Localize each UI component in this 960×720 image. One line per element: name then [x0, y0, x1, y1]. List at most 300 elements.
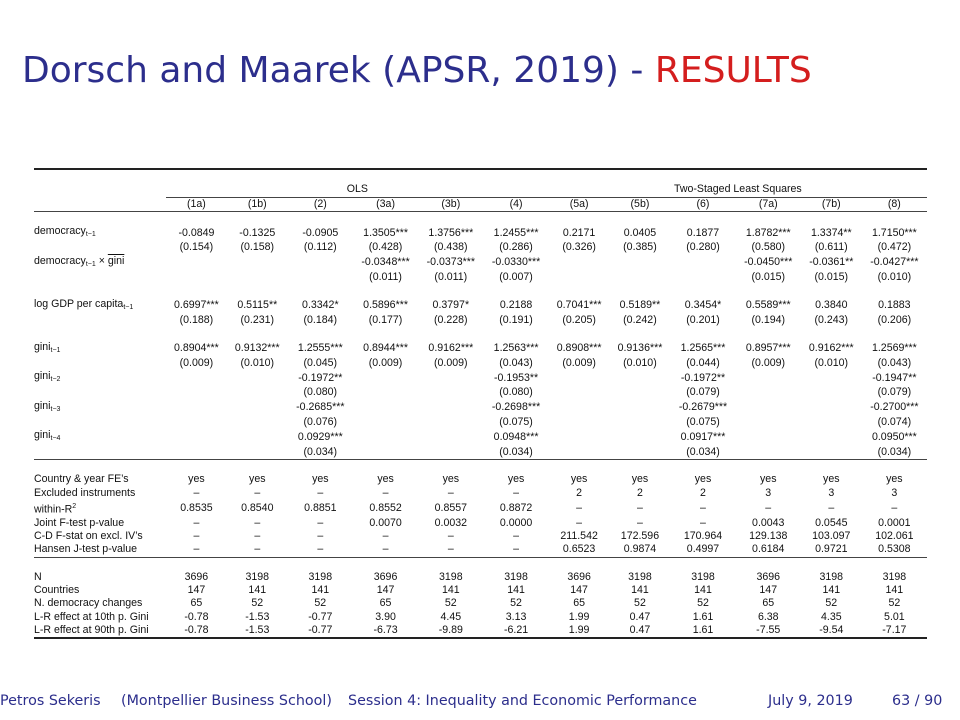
std-error-cell: (0.326) — [562, 241, 596, 254]
value-cell: 1.61 — [692, 610, 714, 623]
value-cell: -6.73 — [373, 624, 398, 637]
coefficient-cell: 0.6997*** — [174, 299, 219, 312]
std-error-cell — [166, 446, 227, 460]
std-error-cell: (0.010) — [240, 356, 275, 369]
row-label: log GDP per capita$_{t-1}$ — [34, 297, 134, 311]
count-row — [34, 611, 927, 624]
statistic-row — [34, 543, 927, 557]
column-header: (5a) — [549, 197, 610, 211]
std-error-cell: (0.007) — [499, 271, 533, 284]
value-cell: – — [447, 529, 454, 542]
value-cell: 0.5308 — [878, 543, 911, 556]
row-label: Joint F-test p-value — [34, 516, 125, 529]
std-error-cell: (0.011) — [434, 271, 468, 284]
column-header: (7a) — [736, 197, 801, 211]
count-row — [34, 597, 927, 610]
value-cell: 3696 — [567, 570, 591, 583]
value-cell: 52 — [251, 597, 264, 610]
value-cell: 1.99 — [568, 610, 590, 623]
std-error-cell: (0.034) — [877, 445, 912, 458]
coefficient-cell — [610, 400, 671, 416]
row-label: democracy$_{t-1}$ × gini — [34, 254, 125, 268]
table-rule — [34, 284, 927, 297]
footer-page-number: 63 / 90 — [892, 693, 943, 709]
value-cell: yes — [442, 473, 460, 486]
column-header-row — [34, 197, 927, 211]
value-cell: 3198 — [504, 570, 528, 583]
std-error-cell: (0.188) — [179, 313, 214, 326]
row-label: Country & year FE’s — [34, 473, 129, 486]
value-cell: -9.54 — [819, 624, 844, 637]
row-label: N — [34, 570, 42, 583]
value-cell: 141 — [311, 584, 330, 597]
value-cell: – — [447, 543, 454, 556]
std-error-row — [34, 271, 927, 284]
coefficient-cell: 0.8904*** — [174, 342, 219, 355]
slide-title-highlight: RESULTS — [654, 50, 812, 91]
value-cell: 3.13 — [505, 610, 527, 623]
std-error-cell: (0.191) — [499, 313, 533, 326]
value-cell: – — [254, 529, 261, 542]
std-error-row — [34, 416, 927, 429]
table-rule — [34, 169, 927, 183]
coefficient-cell: 1.3374** — [810, 226, 852, 239]
coefficient-cell: 1.2565*** — [680, 342, 726, 355]
slide-title — [22, 50, 812, 91]
value-cell: 3 — [828, 486, 835, 499]
std-error-cell: (0.194) — [751, 313, 786, 326]
value-cell: – — [447, 486, 454, 499]
row-label: Excluded instruments — [34, 486, 136, 499]
value-cell: 0.0043 — [752, 516, 785, 529]
row-label: C-D F-stat on excl. IV’s — [34, 529, 143, 542]
value-cell: 0.0032 — [434, 516, 468, 529]
value-cell: 52 — [825, 597, 838, 610]
std-error-cell — [288, 271, 353, 284]
value-cell: – — [254, 486, 261, 499]
coefficient-cell — [801, 400, 862, 416]
value-cell: 1.61 — [692, 624, 714, 637]
std-error-cell — [227, 271, 288, 284]
value-cell: 0.8552 — [369, 501, 402, 514]
value-cell: yes — [760, 473, 777, 486]
value-cell: 211.542 — [560, 529, 598, 542]
std-error-cell: (0.154) — [179, 241, 214, 254]
coefficient-cell: 0.3454* — [684, 299, 722, 312]
value-cell: 6.38 — [757, 610, 779, 623]
coefficient-cell — [418, 370, 483, 386]
coefficient-cell — [288, 255, 353, 271]
coefficient-cell: -0.1972** — [680, 371, 726, 384]
coefficient-cell — [227, 255, 288, 271]
value-cell: 0.0070 — [369, 516, 402, 529]
std-error-cell: (0.080) — [303, 386, 338, 399]
std-error-cell: (0.286) — [499, 241, 533, 254]
value-cell: 3 — [765, 486, 772, 499]
std-error-cell — [166, 386, 227, 399]
coefficient-cell: 1.2563*** — [493, 342, 539, 355]
coefficient-cell: -0.2698*** — [491, 401, 541, 414]
std-error-cell: (0.243) — [814, 313, 849, 326]
value-cell: – — [382, 529, 389, 542]
row-label: gini$_{t-4}$ — [34, 429, 61, 443]
std-error-cell: (0.034) — [303, 445, 338, 458]
std-error-row — [34, 357, 927, 370]
coefficient-cell: 0.2171 — [562, 226, 596, 239]
value-cell: – — [637, 501, 643, 514]
table-rule — [34, 211, 927, 225]
value-cell: – — [254, 543, 261, 556]
std-error-cell — [227, 416, 288, 429]
group-label-tsls: Two-Staged Least Squares — [549, 183, 927, 197]
coefficient-cell — [353, 429, 418, 445]
coefficient-cell: 0.1883 — [878, 299, 911, 312]
value-cell: 65 — [573, 597, 585, 610]
value-cell: – — [700, 516, 706, 529]
value-cell: 0.9874 — [623, 543, 657, 556]
value-cell: 52 — [888, 597, 901, 610]
coefficient-cell: -0.2700*** — [870, 401, 919, 414]
coefficient-row — [34, 400, 927, 416]
statistic-row — [34, 500, 927, 517]
std-error-cell — [418, 446, 483, 460]
coefficient-cell: -0.1947** — [872, 371, 917, 384]
regression-table-container — [34, 168, 927, 653]
value-cell: – — [765, 501, 772, 514]
std-error-cell — [736, 386, 801, 399]
value-cell: 3.90 — [375, 610, 396, 623]
value-cell: – — [193, 516, 200, 529]
std-error-cell — [801, 446, 862, 460]
coefficient-cell — [227, 370, 288, 386]
value-cell: 65 — [762, 597, 775, 610]
coefficient-cell: -0.0905 — [302, 226, 339, 239]
row-label: Hansen J-test p-value — [34, 543, 138, 556]
value-cell: -0.77 — [308, 624, 333, 637]
value-cell: 3198 — [628, 570, 652, 583]
coefficient-row — [34, 370, 927, 386]
coefficient-cell: 0.5896*** — [363, 299, 408, 312]
coefficient-cell: -0.2679*** — [678, 401, 728, 414]
coefficient-cell — [549, 255, 610, 271]
value-cell: – — [637, 516, 643, 529]
std-error-cell — [736, 446, 801, 460]
value-cell: – — [576, 516, 583, 529]
value-cell: yes — [694, 473, 712, 486]
coefficient-cell — [418, 429, 483, 445]
std-error-cell: (0.075) — [686, 416, 720, 429]
std-error-cell — [610, 416, 671, 429]
row-label: gini$_{t-3}$ — [34, 399, 61, 413]
coefficient-cell — [549, 400, 610, 416]
coefficient-cell — [736, 370, 801, 386]
coefficient-cell — [166, 370, 227, 386]
column-header: (4) — [483, 197, 548, 211]
std-error-cell — [227, 386, 288, 399]
value-cell: 141 — [631, 584, 649, 597]
table-rule — [34, 638, 927, 652]
std-error-cell: (0.009) — [562, 356, 596, 369]
value-cell: 141 — [248, 584, 267, 597]
value-cell: 0.8535 — [180, 501, 213, 514]
value-cell: 52 — [510, 597, 522, 610]
std-error-cell — [549, 386, 610, 399]
std-error-cell — [353, 416, 418, 429]
std-error-cell — [610, 386, 671, 399]
std-error-cell — [166, 416, 227, 429]
std-error-cell: (0.044) — [686, 356, 720, 369]
value-cell: -0.77 — [308, 610, 333, 623]
value-cell: 4.45 — [440, 610, 462, 623]
std-error-cell: (0.009) — [179, 356, 214, 369]
value-cell: – — [513, 529, 520, 542]
coefficient-cell — [736, 429, 801, 445]
row-label: gini$_{t-2}$ — [34, 370, 61, 384]
value-cell: 0.4997 — [686, 543, 720, 556]
value-cell: – — [317, 543, 324, 556]
value-cell: – — [193, 543, 200, 556]
coefficient-cell: 0.5589*** — [745, 299, 791, 312]
coefficient-cell: 0.2188 — [499, 299, 533, 312]
coefficient-cell: -0.0427*** — [870, 256, 919, 269]
table-rule — [34, 459, 927, 473]
coefficient-cell: 1.8782*** — [745, 226, 791, 239]
value-cell: yes — [507, 473, 525, 486]
std-error-cell — [549, 416, 610, 429]
value-cell: yes — [377, 473, 394, 486]
std-error-cell: (0.009) — [434, 356, 468, 369]
coefficient-cell: 0.9132*** — [234, 342, 280, 355]
coefficient-cell: 0.9162*** — [428, 342, 474, 355]
value-cell: yes — [570, 473, 588, 486]
coefficient-cell: 0.9136*** — [617, 342, 663, 355]
coefficient-cell — [227, 400, 288, 416]
column-header: (3b) — [418, 197, 483, 211]
coefficient-cell: -0.1953** — [493, 371, 539, 384]
value-cell: 3198 — [308, 570, 333, 583]
statistic-row — [34, 473, 927, 486]
std-error-cell — [418, 386, 483, 399]
coefficient-cell: 0.5189** — [619, 299, 661, 312]
value-cell: – — [513, 486, 520, 499]
std-error-cell: (0.010) — [877, 271, 912, 284]
value-cell: 147 — [376, 584, 395, 597]
value-cell: 0.9721 — [815, 543, 848, 556]
value-cell: 3696 — [184, 570, 209, 583]
column-header: (3a) — [353, 197, 418, 211]
row-label: N. democracy changes — [34, 597, 143, 610]
coefficient-cell — [549, 429, 610, 445]
coefficient-cell: 1.2555*** — [297, 342, 343, 355]
value-cell: 103.097 — [812, 529, 851, 542]
slide-footer — [0, 693, 960, 715]
value-cell: -1.53 — [245, 610, 270, 623]
std-error-cell: (0.080) — [499, 386, 533, 399]
value-cell: -7.55 — [756, 624, 781, 637]
value-cell: yes — [249, 473, 266, 486]
statistic-row — [34, 517, 927, 530]
std-error-row — [34, 446, 927, 460]
coefficient-cell — [736, 400, 801, 416]
value-cell: 1.99 — [568, 624, 590, 637]
footer-session: Session 4: Inequality and Economic Performance — [348, 693, 697, 709]
coefficient-cell: 0.0950*** — [871, 430, 917, 443]
row-label: L-R effect at 10th p. Gini — [34, 610, 149, 623]
footer-author: Petros Sekeris — [0, 693, 101, 709]
value-cell: – — [576, 501, 583, 514]
value-cell: 0.6184 — [752, 543, 785, 556]
coefficient-cell: 0.8944*** — [363, 342, 408, 355]
std-error-row — [34, 386, 927, 399]
std-error-cell: (0.034) — [686, 445, 720, 458]
table-rule — [34, 557, 927, 571]
value-cell: 0.6523 — [562, 543, 596, 556]
value-cell: 147 — [187, 584, 206, 597]
value-cell: – — [317, 486, 324, 499]
value-cell: – — [513, 543, 520, 556]
row-label: L-R effect at 90th p. Gini — [34, 624, 149, 637]
coefficient-cell: 0.0948*** — [493, 430, 539, 443]
coefficient-row — [34, 255, 927, 271]
value-cell: -6.21 — [503, 624, 529, 637]
value-cell: – — [891, 501, 898, 514]
footer-institution: (Montpellier Business School) — [121, 693, 332, 709]
value-cell: 52 — [314, 597, 327, 610]
std-error-cell — [801, 386, 862, 399]
std-error-cell — [549, 446, 610, 460]
regression-table — [34, 168, 927, 653]
std-error-cell: (0.385) — [623, 241, 657, 254]
std-error-cell: (0.611) — [814, 241, 848, 254]
value-cell: 2 — [576, 486, 583, 499]
row-label: Countries — [34, 584, 80, 597]
std-error-cell: (0.011) — [369, 271, 402, 284]
coefficient-cell — [610, 255, 671, 271]
value-cell: 141 — [694, 584, 712, 597]
value-cell: 3198 — [691, 570, 715, 583]
std-error-cell: (0.280) — [686, 241, 720, 254]
value-cell: yes — [188, 473, 205, 486]
std-error-cell: (0.010) — [814, 356, 849, 369]
coefficient-cell: 1.3756*** — [428, 226, 474, 239]
coefficient-cell — [801, 370, 862, 386]
coefficient-cell: 1.2569*** — [871, 342, 917, 355]
coefficient-cell: -0.0373*** — [426, 256, 475, 269]
value-cell: 0.8872 — [499, 501, 533, 514]
std-error-cell — [670, 271, 735, 284]
std-error-cell: (0.184) — [303, 313, 338, 326]
std-error-cell: (0.177) — [368, 313, 403, 326]
std-error-cell: (0.228) — [434, 313, 468, 326]
std-error-cell: (0.034) — [499, 445, 533, 458]
std-error-cell: (0.206) — [877, 313, 912, 326]
coefficient-cell: 0.0917*** — [680, 430, 726, 443]
std-error-cell — [801, 416, 862, 429]
coefficient-cell — [353, 400, 418, 416]
slide-title-main: Dorsch and Maarek (APSR, 2019) - — [22, 50, 655, 91]
value-cell: yes — [312, 473, 329, 486]
coefficient-cell — [166, 255, 227, 271]
std-error-cell — [227, 446, 288, 460]
std-error-cell: (0.201) — [686, 313, 720, 326]
value-cell: -7.17 — [882, 624, 907, 637]
row-label: gini$_{t-1}$ — [34, 340, 61, 354]
coefficient-cell — [549, 370, 610, 386]
value-cell: – — [828, 501, 835, 514]
value-cell: – — [193, 486, 200, 499]
std-error-cell: (0.009) — [751, 356, 786, 369]
coefficient-row — [34, 341, 927, 357]
std-error-cell: (0.010) — [623, 356, 657, 369]
value-cell: -0.78 — [184, 624, 209, 637]
value-cell: 141 — [507, 584, 525, 597]
coefficient-cell: -0.0348*** — [361, 256, 410, 269]
value-cell: 3198 — [245, 570, 270, 583]
value-cell: 141 — [822, 584, 841, 597]
coefficient-cell: -0.0330*** — [491, 256, 541, 269]
value-cell: 52 — [444, 597, 457, 610]
value-cell: yes — [631, 473, 649, 486]
value-cell: 0.0001 — [878, 516, 911, 529]
table-rule — [34, 327, 927, 340]
value-cell: 0.8851 — [304, 501, 337, 514]
std-error-cell: (0.043) — [499, 356, 533, 369]
coefficient-cell: -0.2685*** — [296, 401, 345, 414]
value-cell: 3696 — [756, 570, 781, 583]
value-cell: 170.964 — [683, 529, 723, 542]
group-label-ols: OLS — [166, 183, 549, 197]
coefficient-cell — [670, 255, 735, 271]
std-error-cell: (0.079) — [877, 386, 912, 399]
std-error-cell: (0.428) — [368, 241, 403, 254]
std-error-cell: (0.075) — [499, 416, 533, 429]
value-cell: 147 — [570, 584, 588, 597]
value-cell: 65 — [379, 597, 392, 610]
column-header: (1b) — [227, 197, 288, 211]
coefficient-cell: 0.7041*** — [556, 299, 602, 312]
row-label: within-$R^2$ — [34, 502, 77, 516]
coefficient-cell: 0.1877 — [686, 226, 720, 239]
coefficient-cell: -0.0849 — [178, 226, 215, 239]
value-cell: -0.78 — [184, 610, 209, 623]
std-error-cell: (0.015) — [814, 271, 849, 284]
coefficient-cell: 0.8957*** — [745, 342, 791, 355]
value-cell: – — [382, 543, 389, 556]
value-cell: 172.596 — [620, 529, 660, 542]
std-error-row — [34, 314, 927, 327]
row-label: democracy$_{t-1}$ — [34, 225, 96, 239]
std-error-cell: (0.472) — [877, 241, 912, 254]
value-cell: – — [700, 501, 706, 514]
count-row — [34, 624, 927, 638]
std-error-cell — [736, 416, 801, 429]
value-cell: 52 — [697, 597, 709, 610]
coefficient-row — [34, 429, 927, 445]
column-header: (8) — [862, 197, 927, 211]
std-error-cell: (0.043) — [877, 356, 912, 369]
std-error-cell: (0.045) — [303, 356, 338, 369]
coefficient-row — [34, 225, 927, 241]
value-cell: 4.35 — [820, 610, 842, 623]
value-cell: 5.01 — [884, 610, 905, 623]
std-error-cell — [353, 386, 418, 399]
column-header: (5b) — [610, 197, 671, 211]
coefficient-cell: 1.7150*** — [871, 226, 917, 239]
value-cell: 3 — [891, 486, 898, 499]
value-cell: 129.138 — [749, 529, 788, 542]
std-error-cell: (0.438) — [434, 241, 468, 254]
value-cell: 3198 — [439, 570, 463, 583]
